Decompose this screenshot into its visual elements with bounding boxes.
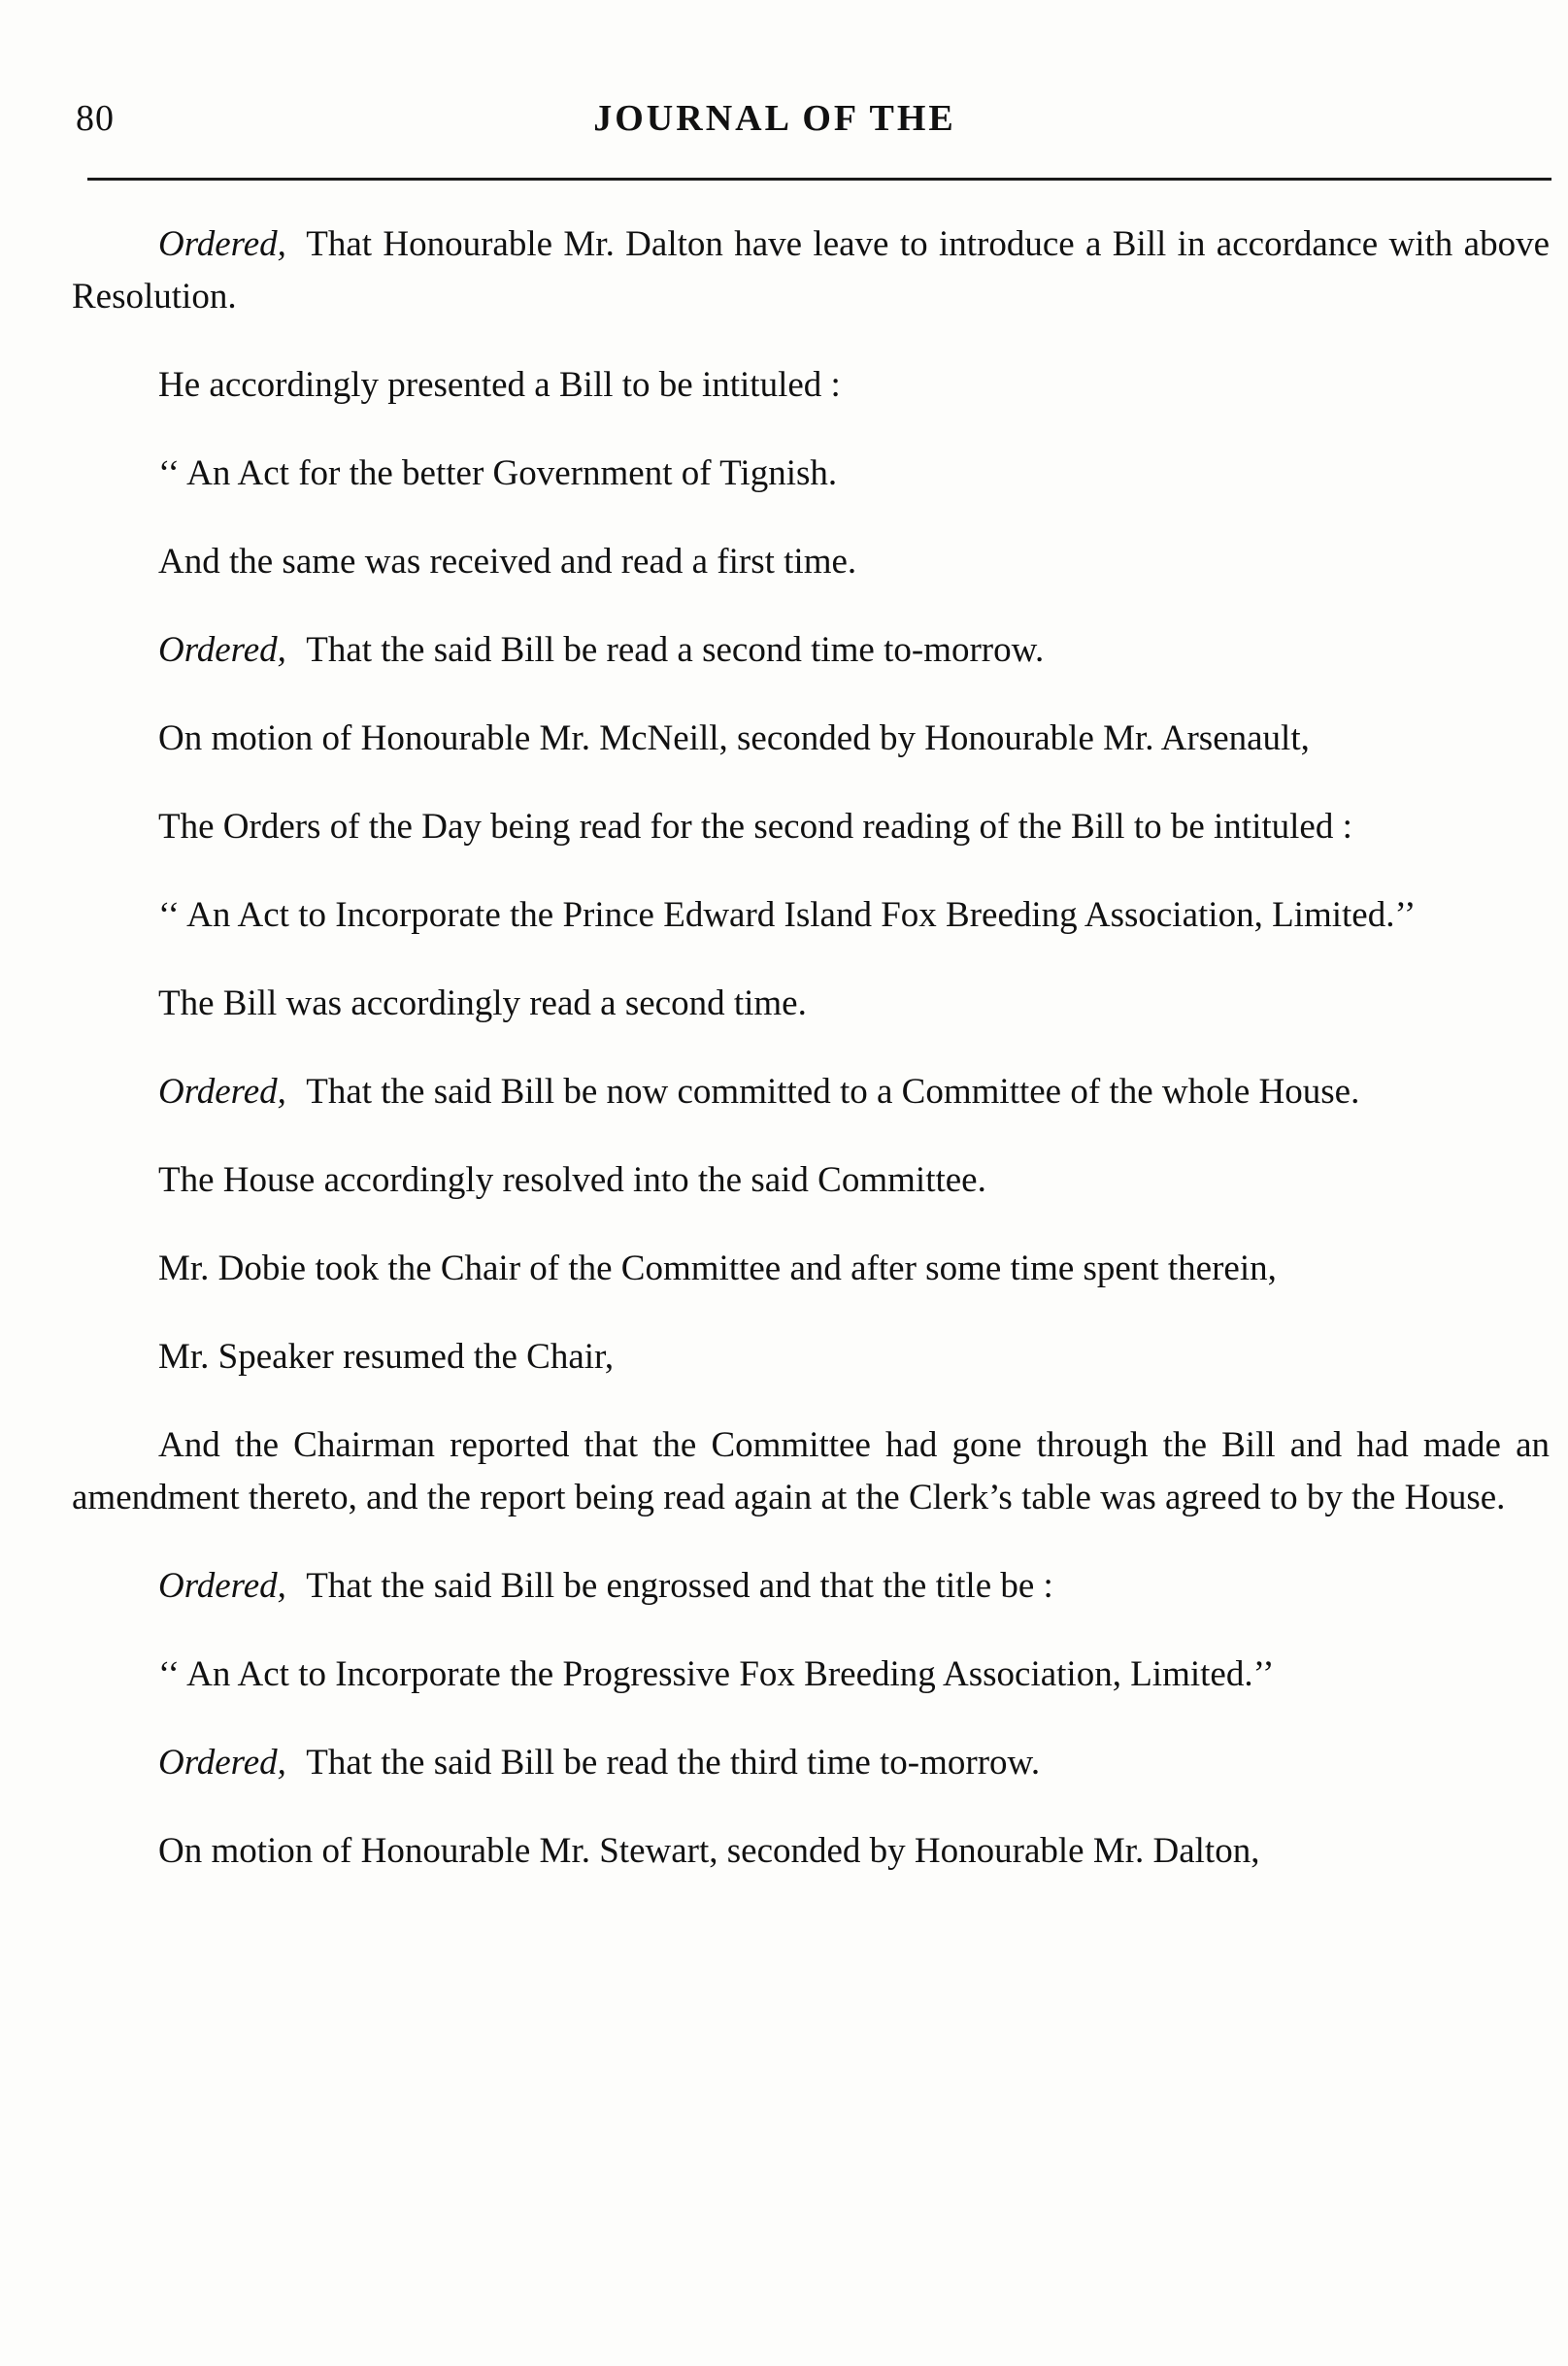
header-rule	[87, 178, 1551, 181]
paragraph	[72, 1331, 1550, 1383]
paragraph	[72, 978, 1550, 1030]
paragraph-text: ‘‘ An Act for the better Government of Tignish.	[158, 453, 838, 493]
paragraph-text: The Bill was accordingly read a second time.	[158, 983, 807, 1023]
paragraph-text: Mr. Dobie took the Chair of the Committee and after some time spent therein,	[158, 1249, 1277, 1288]
paragraph	[72, 448, 1550, 500]
paragraph-text: The Orders of the Day being read for the second reading of the Bill to be intituled :	[158, 807, 1352, 847]
paragraph-lead: Ordered,	[158, 1072, 286, 1112]
paragraph	[72, 359, 1550, 412]
page-number: 80	[76, 98, 115, 139]
paragraph-lead: Ordered,	[158, 1743, 286, 1783]
paragraph-lead: Ordered,	[158, 630, 286, 670]
paragraph	[72, 801, 1550, 853]
paragraph-text: And the same was received and read a first time.	[158, 542, 857, 582]
running-head: JOURNAL OF THE	[593, 98, 956, 139]
paragraph	[72, 1243, 1550, 1295]
paragraph-text: On motion of Honourable Mr. McNeill, seconded by Honourable Mr. Arsenault,	[158, 718, 1310, 758]
paragraph-text: ‘‘ An Act to Incorporate the Prince Edward Island Fox Breeding Association, Limited.’’	[158, 895, 1417, 935]
paragraph	[72, 1737, 1550, 1789]
paragraph-text: That the said Bill be read the third time to-morrow.	[306, 1743, 1041, 1783]
paragraph	[72, 889, 1550, 942]
page-header	[76, 97, 1551, 155]
paragraph	[72, 1066, 1550, 1118]
paragraph-text: That Honourable Mr. Dalton have leave to introduce a Bill in accordance with above Resolution.	[72, 224, 1550, 317]
paragraph	[72, 1825, 1550, 1878]
paragraph-text: On motion of Honourable Mr. Stewart, seconded by Honourable Mr. Dalton,	[158, 1831, 1260, 1871]
paragraph	[72, 218, 1550, 323]
paragraph-text: Mr. Speaker resumed the Chair,	[158, 1337, 615, 1377]
paragraph-text: That the said Bill be now committed to a Committee of the whole House.	[306, 1072, 1360, 1112]
journal-body	[72, 218, 1550, 1914]
paragraph	[72, 1560, 1550, 1613]
paragraph	[72, 713, 1550, 765]
paragraph-text: ‘‘ An Act to Incorporate the Progressive Fox Breeding Association, Limited.’’	[158, 1654, 1275, 1694]
paragraph	[72, 1419, 1550, 1524]
paragraph-lead: Ordered,	[158, 1566, 286, 1606]
paragraph-text: That the said Bill be engrossed and that the title be :	[306, 1566, 1053, 1606]
paragraph	[72, 1649, 1550, 1701]
paragraph-text: That the said Bill be read a second time to-morrow.	[306, 630, 1045, 670]
paragraph	[72, 624, 1550, 677]
paragraph-text: The House accordingly resolved into the said Committee.	[158, 1160, 986, 1200]
paragraph	[72, 536, 1550, 588]
paragraph-text: And the Chairman reported that the Committee had gone through the Bill and had made an amendment thereto, and the report being read again at the Clerk’s table was agreed to by the House.	[72, 1425, 1550, 1517]
paragraph-lead: Ordered,	[158, 224, 286, 264]
paragraph-text: He accordingly presented a Bill to be intituled :	[158, 365, 841, 405]
paragraph	[72, 1154, 1550, 1207]
